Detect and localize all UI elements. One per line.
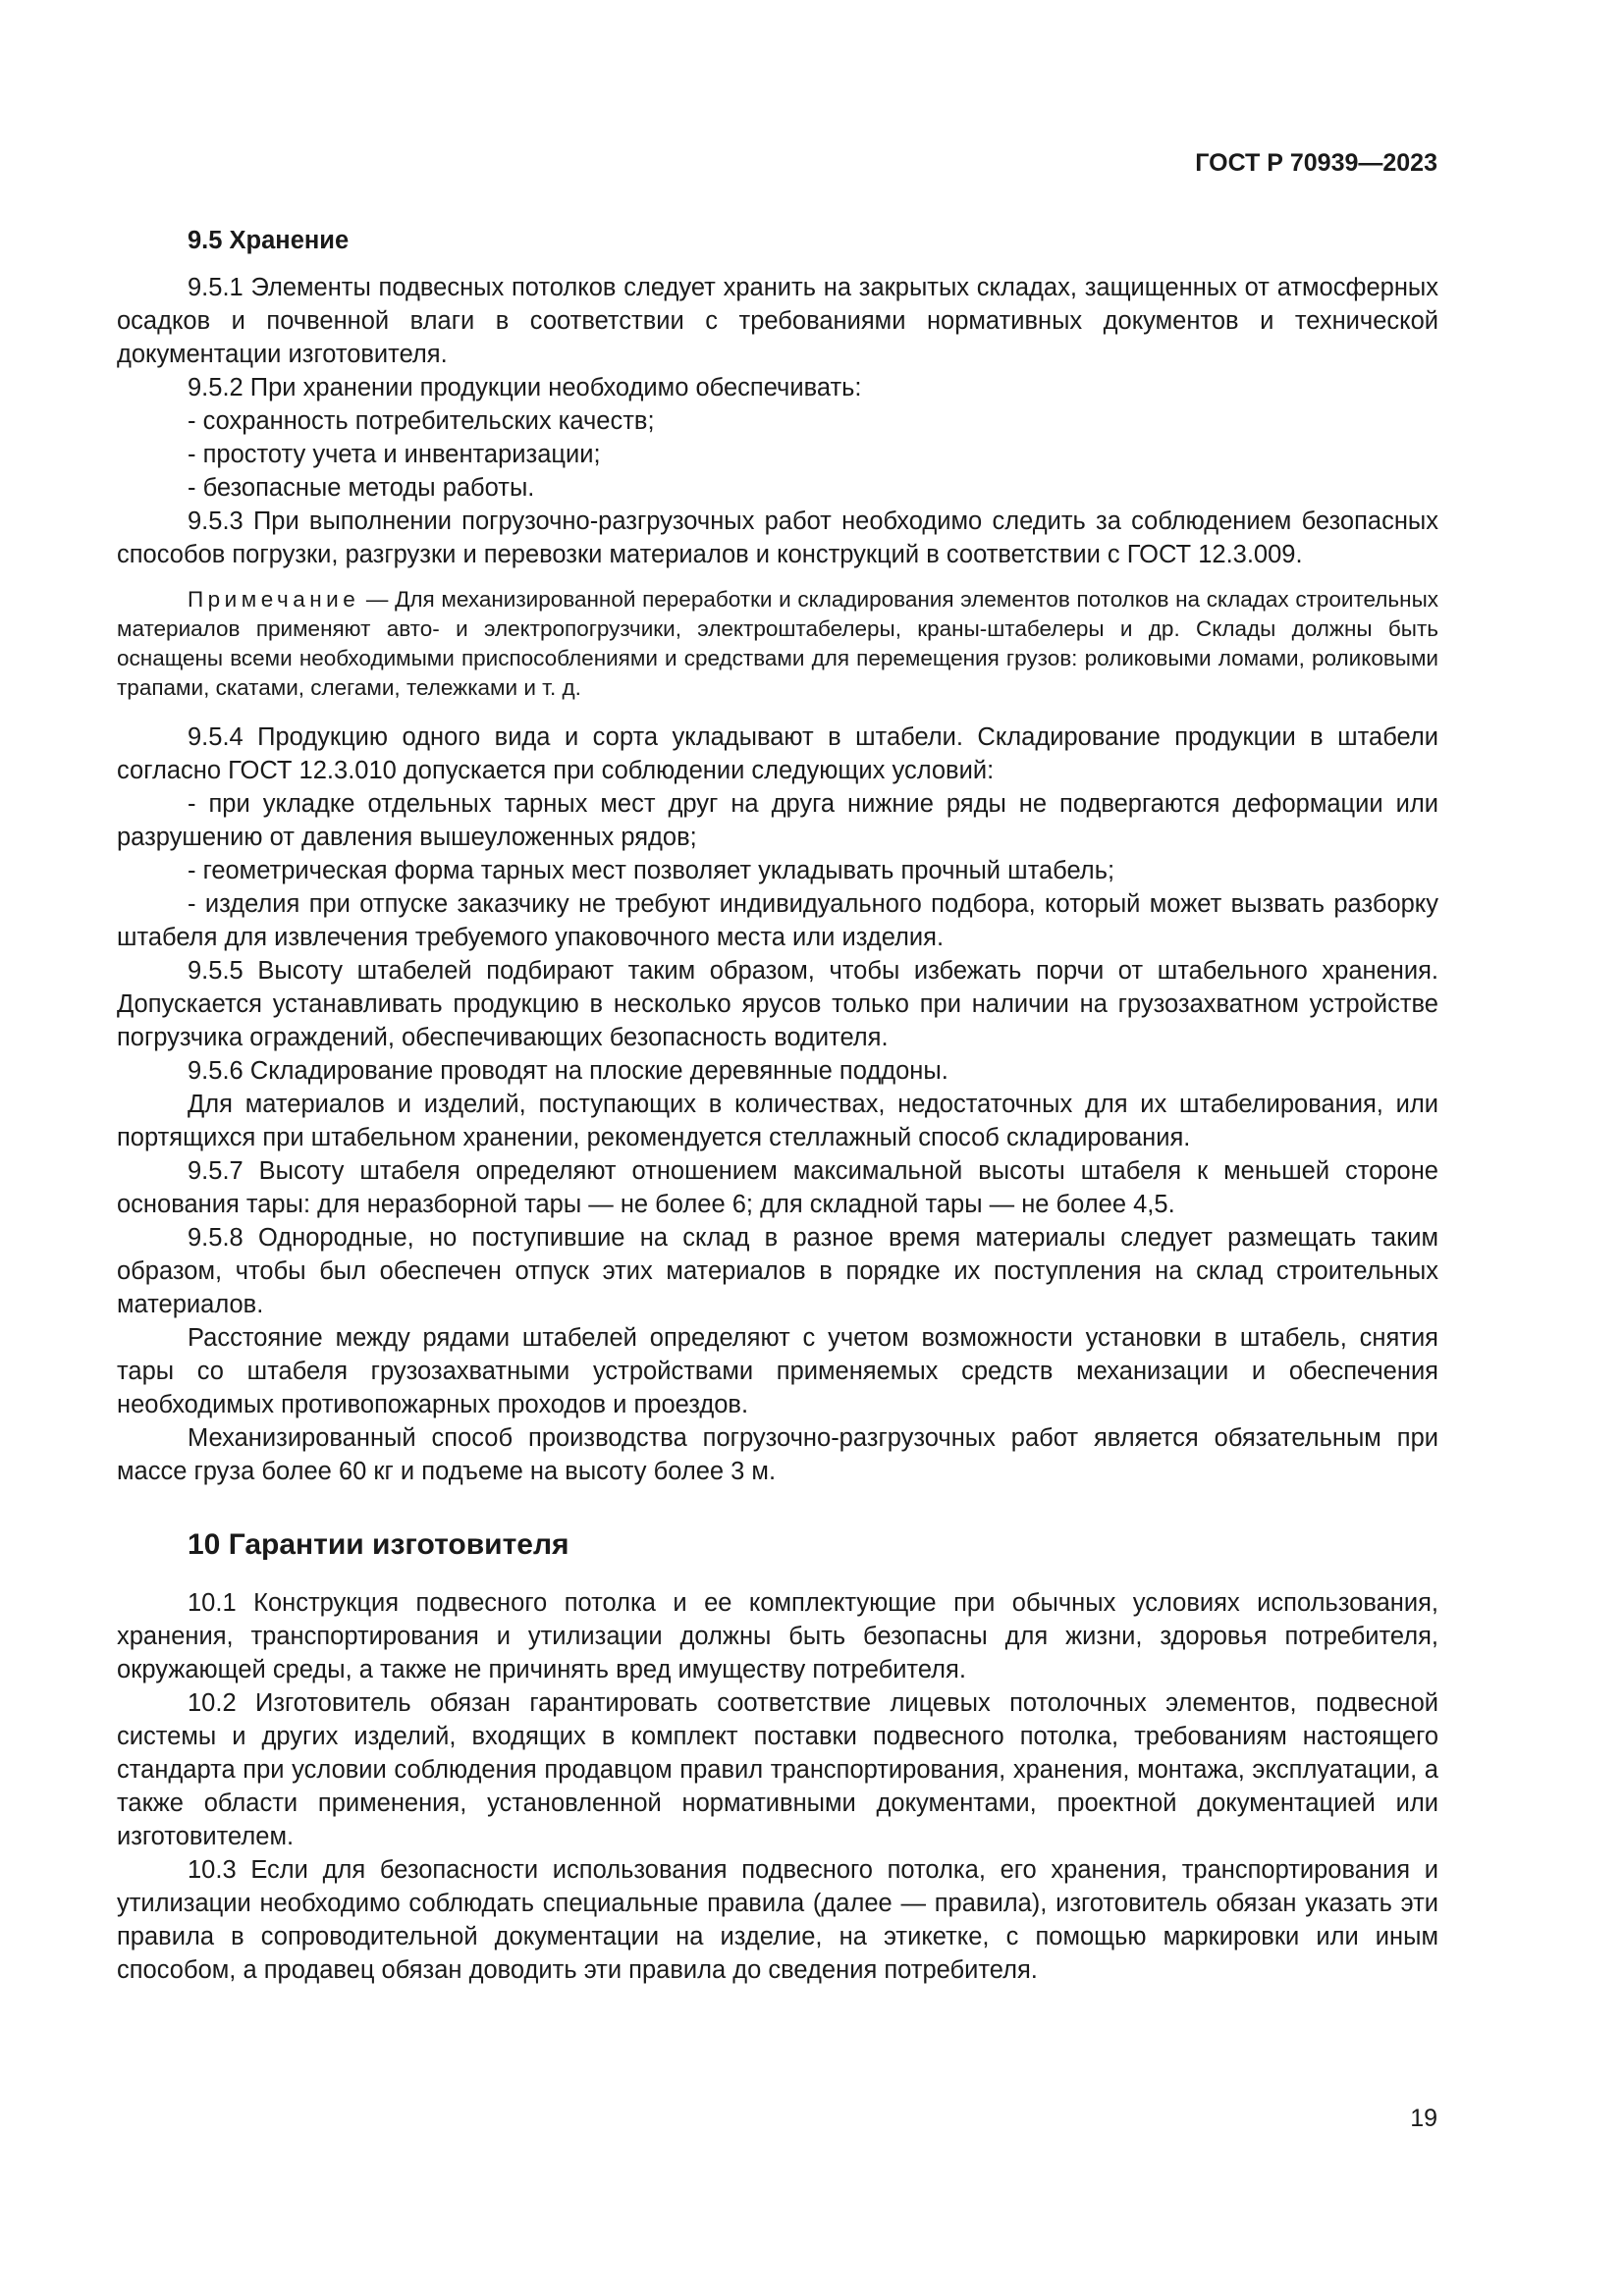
paragraph-9-5-2: 9.5.2 При хранении продукции необходимо обеспечивать:	[188, 374, 862, 401]
section-9-5-heading: 9.5 Хранение	[188, 227, 350, 254]
paragraph-9-5-8-spacing: Расстояние между рядами штабелей определяют с учетом возможности установки в штабель, снятия тары со штабеля грузозахватными устройствами применяемых средств механизации и обеспечения необходимых противопожарных проходов и проездов.	[117, 1324, 1438, 1418]
paragraph-9-5-3: 9.5.3 При выполнении погрузочно-разгрузочных работ необходимо следить за соблюдением безопасных способов погрузки, разгрузки и перевозки материалов и конструкций в соответствии с ГОСТ 12.3.009.	[117, 507, 1438, 568]
paragraph-9-5-1: 9.5.1 Элементы подвесных потолков следует хранить на закрытых складах, защищенных от атмосферных осадков и почвенной влаги в соответствии с требованиями нормативных документов и технической документации изготовителя.	[117, 274, 1438, 368]
note	[117, 585, 1438, 703]
paragraph-9-5-5: 9.5.5 Высоту штабелей подбирают таким образом, чтобы избежать порчи от штабельного хранения. Допускается устанавливать продукцию в несколько ярусов только при наличии на грузозахватном устройстве погрузчика ограждений, обеспечивающих безопасность водителя.	[117, 957, 1438, 1051]
paragraph-10-3: 10.3 Если для безопасности использования подвесного потолка, его хранения, транспортирования и утилизации необходимо соблюдать специальные правила (далее — правила), изготовитель обязан указать эти правила в сопроводительной документации на изделие, на этикетке, с помощью маркировки или иным способом, а продавец обязан доводить эти правила до сведения потребителя.	[117, 1856, 1438, 1984]
note-text: — Для механизированной переработки и складирования элементов потолков на складах строительных материалов применяют авто- и электропогрузчики, электроштабелеры, краны-штабелеры и др. Склады должны быть оснащены всеми необходимыми приспособлениями и средствами для перемещения грузов: роликовыми ломами, роликовыми трапами, скатами, слегами, тележками и т. д.	[117, 587, 1438, 700]
paragraph-9-5-6-continued: Для материалов и изделий, поступающих в количествах, недостаточных для их штабелирования, или портящихся при штабельном хранении, рекомендуется стеллажный способ складирования.	[117, 1091, 1438, 1151]
paragraph-10-2: 10.2 Изготовитель обязан гарантировать соответствие лицевых потолочных элементов, подвесной системы и других изделий, входящих в комплект поставки подвесного потолка, требованиям настоящего стандарта при условии соблюдения продавцом правил транспортирования, хранения, монтажа, эксплуатации, а также области применения, установленной нормативными документами, проектной документацией или изготовителем.	[117, 1689, 1438, 1850]
document-id-header: ГОСТ Р 70939—2023	[1195, 149, 1437, 177]
list-item: - простоту учета и инвентаризации;	[188, 441, 601, 468]
list-item: - безопасные методы работы.	[188, 474, 535, 502]
page-number: 19	[1410, 2105, 1437, 2132]
paragraph-9-5-6: 9.5.6 Складирование проводят на плоские деревянные поддоны.	[188, 1057, 948, 1085]
paragraph-9-5-8-mechanized: Механизированный способ производства погрузочно-разгрузочных работ является обязательным при массе груза более 60 кг и подъеме на высоту более 3 м.	[117, 1424, 1438, 1485]
paragraph-9-5-8: 9.5.8 Однородные, но поступившие на склад в разное время материалы следует размещать таким образом, чтобы был обеспечен отпуск этих материалов в порядке их поступления на склад строительных материалов.	[117, 1224, 1438, 1318]
list-item: - сохранность потребительских качеств;	[188, 407, 655, 435]
list-item: - при укладке отдельных тарных мест друг на друга нижние ряды не подвергаются деформации или разрушению от давления вышеуложенных рядов;	[117, 790, 1438, 851]
list-item: - геометрическая форма тарных мест позволяет укладывать прочный штабель;	[188, 857, 1115, 884]
section-10-heading: 10 Гарантии изготовителя	[188, 1528, 569, 1561]
note-label: Примечание	[188, 587, 360, 612]
paragraph-10-1: 10.1 Конструкция подвесного потолка и ее комплектующие при обычных условиях использования, хранения, транспортирования и утилизации должны быть безопасны для жизни, здоровья потребителя, окружающей среды, а также не причинять вред имуществу потребителя.	[117, 1589, 1438, 1683]
list-item: - изделия при отпуске заказчику не требуют индивидуального подбора, который может вызвать разборку штабеля для извлечения требуемого упаковочного места или изделия.	[117, 890, 1438, 951]
paragraph-9-5-4: 9.5.4 Продукцию одного вида и сорта укладывают в штабели. Складирование продукции в штабели согласно ГОСТ 12.3.010 допускается при соблюдении следующих условий:	[117, 723, 1438, 784]
paragraph-9-5-7: 9.5.7 Высоту штабеля определяют отношением максимальной высоты штабеля к меньшей стороне основания тары: для неразборной тары — не более 6; для складной тары — не более 4,5.	[117, 1157, 1438, 1218]
page-content	[117, 224, 1438, 1987]
